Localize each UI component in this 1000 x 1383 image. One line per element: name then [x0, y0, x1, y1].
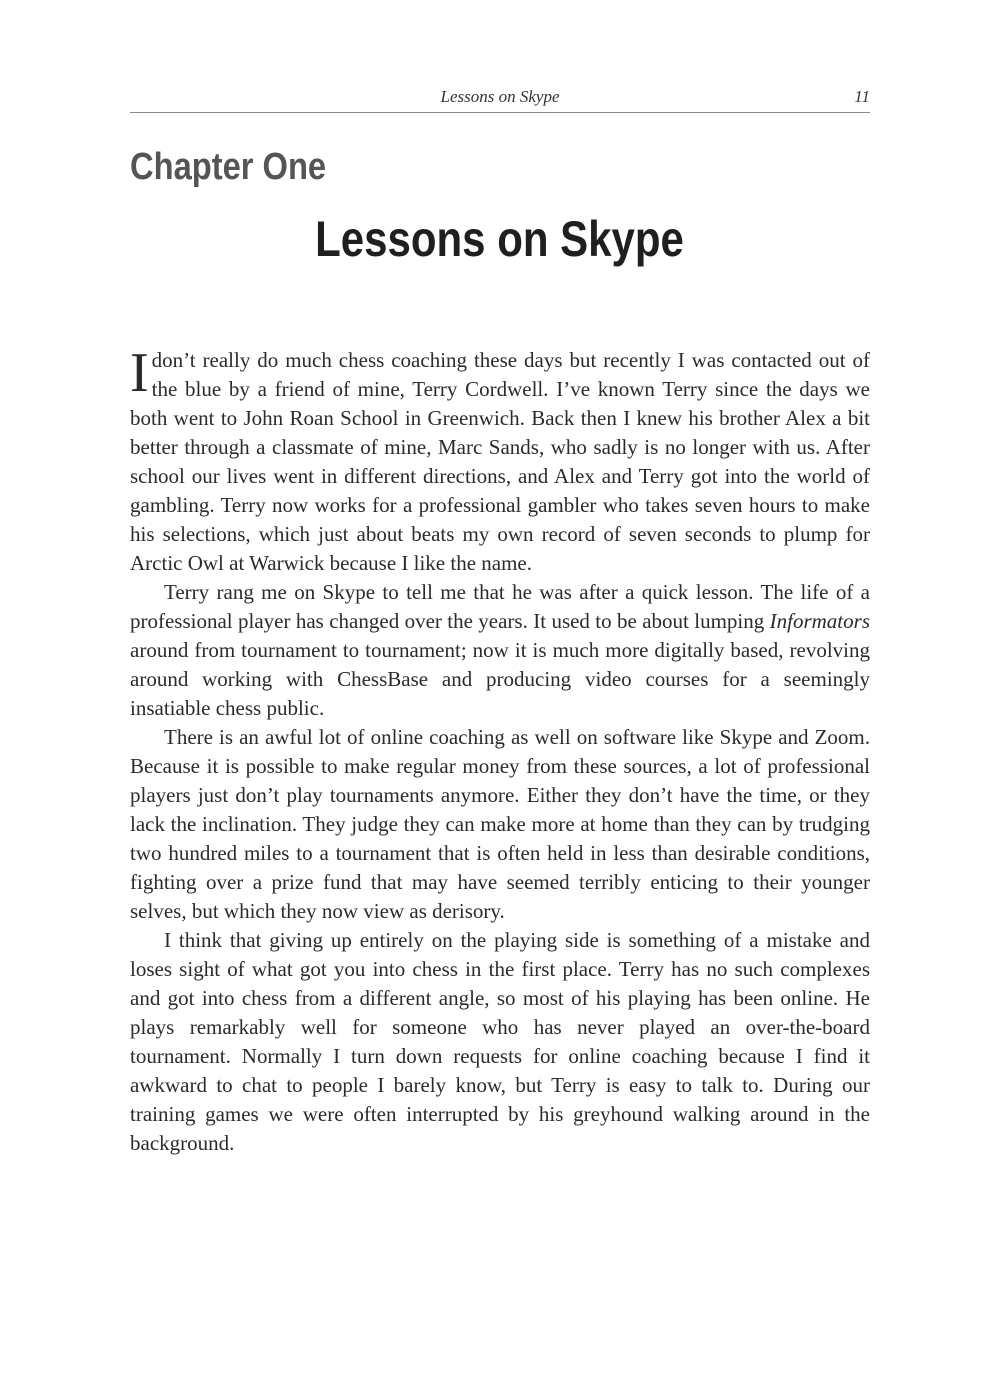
paragraph-1: [130, 342, 870, 578]
chapter-title-text: Lessons on Skype: [315, 211, 685, 267]
chapter-title: [130, 210, 870, 268]
paragraph-1-text: don’t really do much chess coaching these days but recently I was contacted out of the blue by a friend of mine, Terry Cordwell. I’ve known Terry since the days we both went to John Roan School in Greenwich. Back then I knew his brother Alex a bit better through a classmate of mine, Marc Sands, who sadly is no longer with us. After school our lives went in different directions, and Alex and Terry got into the world of gambling. Terry now works for a professional gambler who takes seven hours to make his selections, which just about beats my own record of seven seconds to plump for Arctic Owl at Warwick because I like the name.: [130, 348, 870, 575]
paragraph-3: There is an awful lot of online coaching as well on software like Skype and Zoom. Because it is possible to make regular money from these sources, a lot of professional players just don’t play tournaments anymore. Either they don’t have the time, or they lack the inclination. They judge they can make more at home than they can by trudging two hundred miles to a tournament that is often held in less than desirable conditions, fighting over a prize fund that may have seemed terribly enticing to their younger selves, but which they now view as derisory.: [130, 725, 870, 923]
drop-cap: I: [130, 342, 149, 404]
paragraph-2-text-a: Terry rang me on Skype to tell me that he was after a quick lesson. The life of a professional player has changed over the years. It used to be about lumping: [130, 580, 870, 633]
chapter-label: Chapter One: [130, 146, 327, 188]
page-number: 11: [854, 87, 870, 106]
paragraph-4: I think that giving up entirely on the playing side is something of a mistake and loses sight of what got you into chess in the first place. Terry has no such complexes and got into chess from a different angle, so most of his playing has been online. He plays remarkably well for someone who has never played an over-the-board tournament. Normally I turn down requests for online coaching because I find it awkward to chat to people I barely know, but Terry is easy to talk to. During our training games we were often interrupted by his greyhound walking around in the background.: [130, 928, 870, 1155]
body-text: [130, 342, 870, 1158]
paragraph-2: [130, 578, 870, 723]
running-title: Lessons on Skype: [440, 87, 560, 106]
paragraph-2-italic: Informators: [769, 609, 870, 633]
running-header: [130, 86, 870, 113]
paragraph-2-text-b: around from tournament to tournament; now it is much more digitally based, revolving around working with ChessBase and producing video courses for a seemingly insatiable chess public.: [130, 638, 870, 720]
